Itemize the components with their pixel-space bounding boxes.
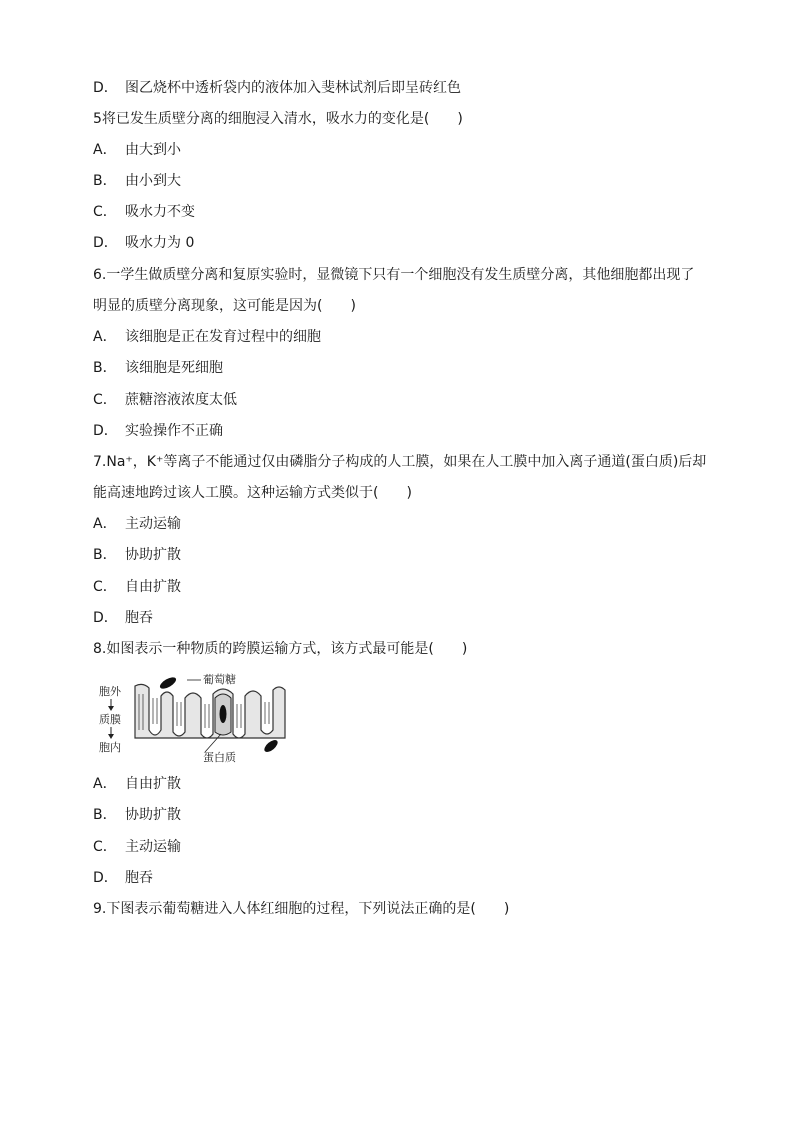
label-inside: 胞内 — [99, 742, 121, 754]
option-letter: A． — [93, 776, 117, 792]
question-6-option-a — [93, 327, 321, 347]
question-7-option-b — [93, 545, 181, 565]
option-letter: B． — [93, 547, 117, 563]
option-text: 蔗糖溶液浓度太低 — [125, 392, 237, 408]
option-letter: C． — [93, 204, 117, 220]
option-text: 由小到大 — [125, 173, 181, 189]
option-text: 胞吞 — [125, 870, 153, 886]
option-letter: C． — [93, 579, 117, 595]
option-letter: A． — [93, 329, 117, 345]
question-7-option-c — [93, 577, 181, 597]
option-letter: C． — [93, 392, 117, 408]
option-text: 主动运输 — [125, 839, 181, 855]
question-7-option-d — [93, 608, 153, 628]
option-text: 吸水力为 0 — [125, 235, 195, 251]
question-9-stem: 9.下图表示葡萄糖进入人体红细胞的过程，下列说法正确的是( ) — [93, 901, 510, 917]
option-letter: B． — [93, 807, 117, 823]
option-text: 吸水力不变 — [125, 204, 195, 220]
option-letter: B． — [93, 173, 117, 189]
option-text: 该细胞是正在发育过程中的细胞 — [125, 329, 321, 345]
option-text: 由大到小 — [125, 142, 181, 158]
option-text: 协助扩散 — [125, 547, 181, 563]
question-8-option-b — [93, 805, 181, 825]
question-8-option-a — [93, 774, 181, 794]
option-text: 主动运输 — [125, 516, 181, 532]
question-8-option-d — [93, 868, 153, 888]
option-text: 协助扩散 — [125, 807, 181, 823]
glucose-molecule-outside — [158, 675, 178, 691]
option-letter: B． — [93, 360, 117, 376]
question-6-option-b — [93, 358, 223, 378]
label-glucose: 葡萄糖 — [203, 674, 236, 686]
question-5-option-c — [93, 202, 195, 222]
option-letter: D． — [93, 870, 118, 886]
question-5-option-a — [93, 140, 181, 160]
question-5-stem: 5将已发生质壁分离的细胞浸入清水，吸水力的变化是( ) — [93, 111, 463, 127]
option-letter: D． — [93, 235, 118, 251]
option-text: 胞吞 — [125, 610, 153, 626]
option-letter: D． — [93, 423, 118, 439]
label-outside: 胞外 — [99, 686, 121, 698]
question-6-stem-line-1: 6.一学生做质壁分离和复原实验时，显微镜下只有一个细胞没有发生质壁分离，其他细胞都出现了 — [93, 267, 695, 283]
option-letter: D． — [93, 610, 118, 626]
option-letter: A． — [93, 142, 117, 158]
question-5-option-d — [93, 233, 194, 253]
question-6-option-d — [93, 421, 223, 441]
question-8-option-c — [93, 837, 181, 857]
membrane-transport-diagram — [97, 668, 297, 764]
label-protein: 蛋白质 — [203, 752, 236, 764]
option-text: 实验操作不正确 — [125, 423, 223, 439]
prev-question-option-d — [93, 78, 461, 98]
label-membrane: 质膜 — [99, 714, 121, 726]
membrane-body — [135, 684, 285, 738]
option-letter: C． — [93, 839, 117, 855]
option-text: 自由扩散 — [125, 579, 181, 595]
glucose-molecule-inside — [262, 738, 279, 754]
question-8-stem: 8.如图表示一种物质的跨膜运输方式，该方式最可能是( ) — [93, 641, 468, 657]
question-6-option-c — [93, 390, 237, 410]
question-7-option-a — [93, 514, 181, 534]
glucose-molecule-in-channel — [220, 705, 227, 723]
option-letter: A． — [93, 516, 117, 532]
option-text: 自由扩散 — [125, 776, 181, 792]
membrane-diagram-svg — [97, 668, 297, 764]
question-7-stem-line-1: 7.Na⁺，K⁺等离子不能通过仅由磷脂分子构成的人工膜，如果在人工膜中加入离子通道(蛋白质)后却 — [93, 454, 707, 470]
question-6-stem-line-2: 明显的质壁分离现象，这可能是因为( ) — [93, 298, 356, 314]
option-letter: D． — [93, 80, 118, 96]
option-text: 图乙烧杯中透析袋内的液体加入斐林试剂后即呈砖红色 — [125, 80, 461, 96]
arrow-head-lower — [108, 734, 114, 739]
option-text: 该细胞是死细胞 — [125, 360, 223, 376]
question-7-stem-line-2: 能高速地跨过该人工膜。这种运输方式类似于( ) — [93, 485, 412, 501]
question-5-option-b — [93, 171, 181, 191]
arrow-head-upper — [108, 706, 114, 711]
